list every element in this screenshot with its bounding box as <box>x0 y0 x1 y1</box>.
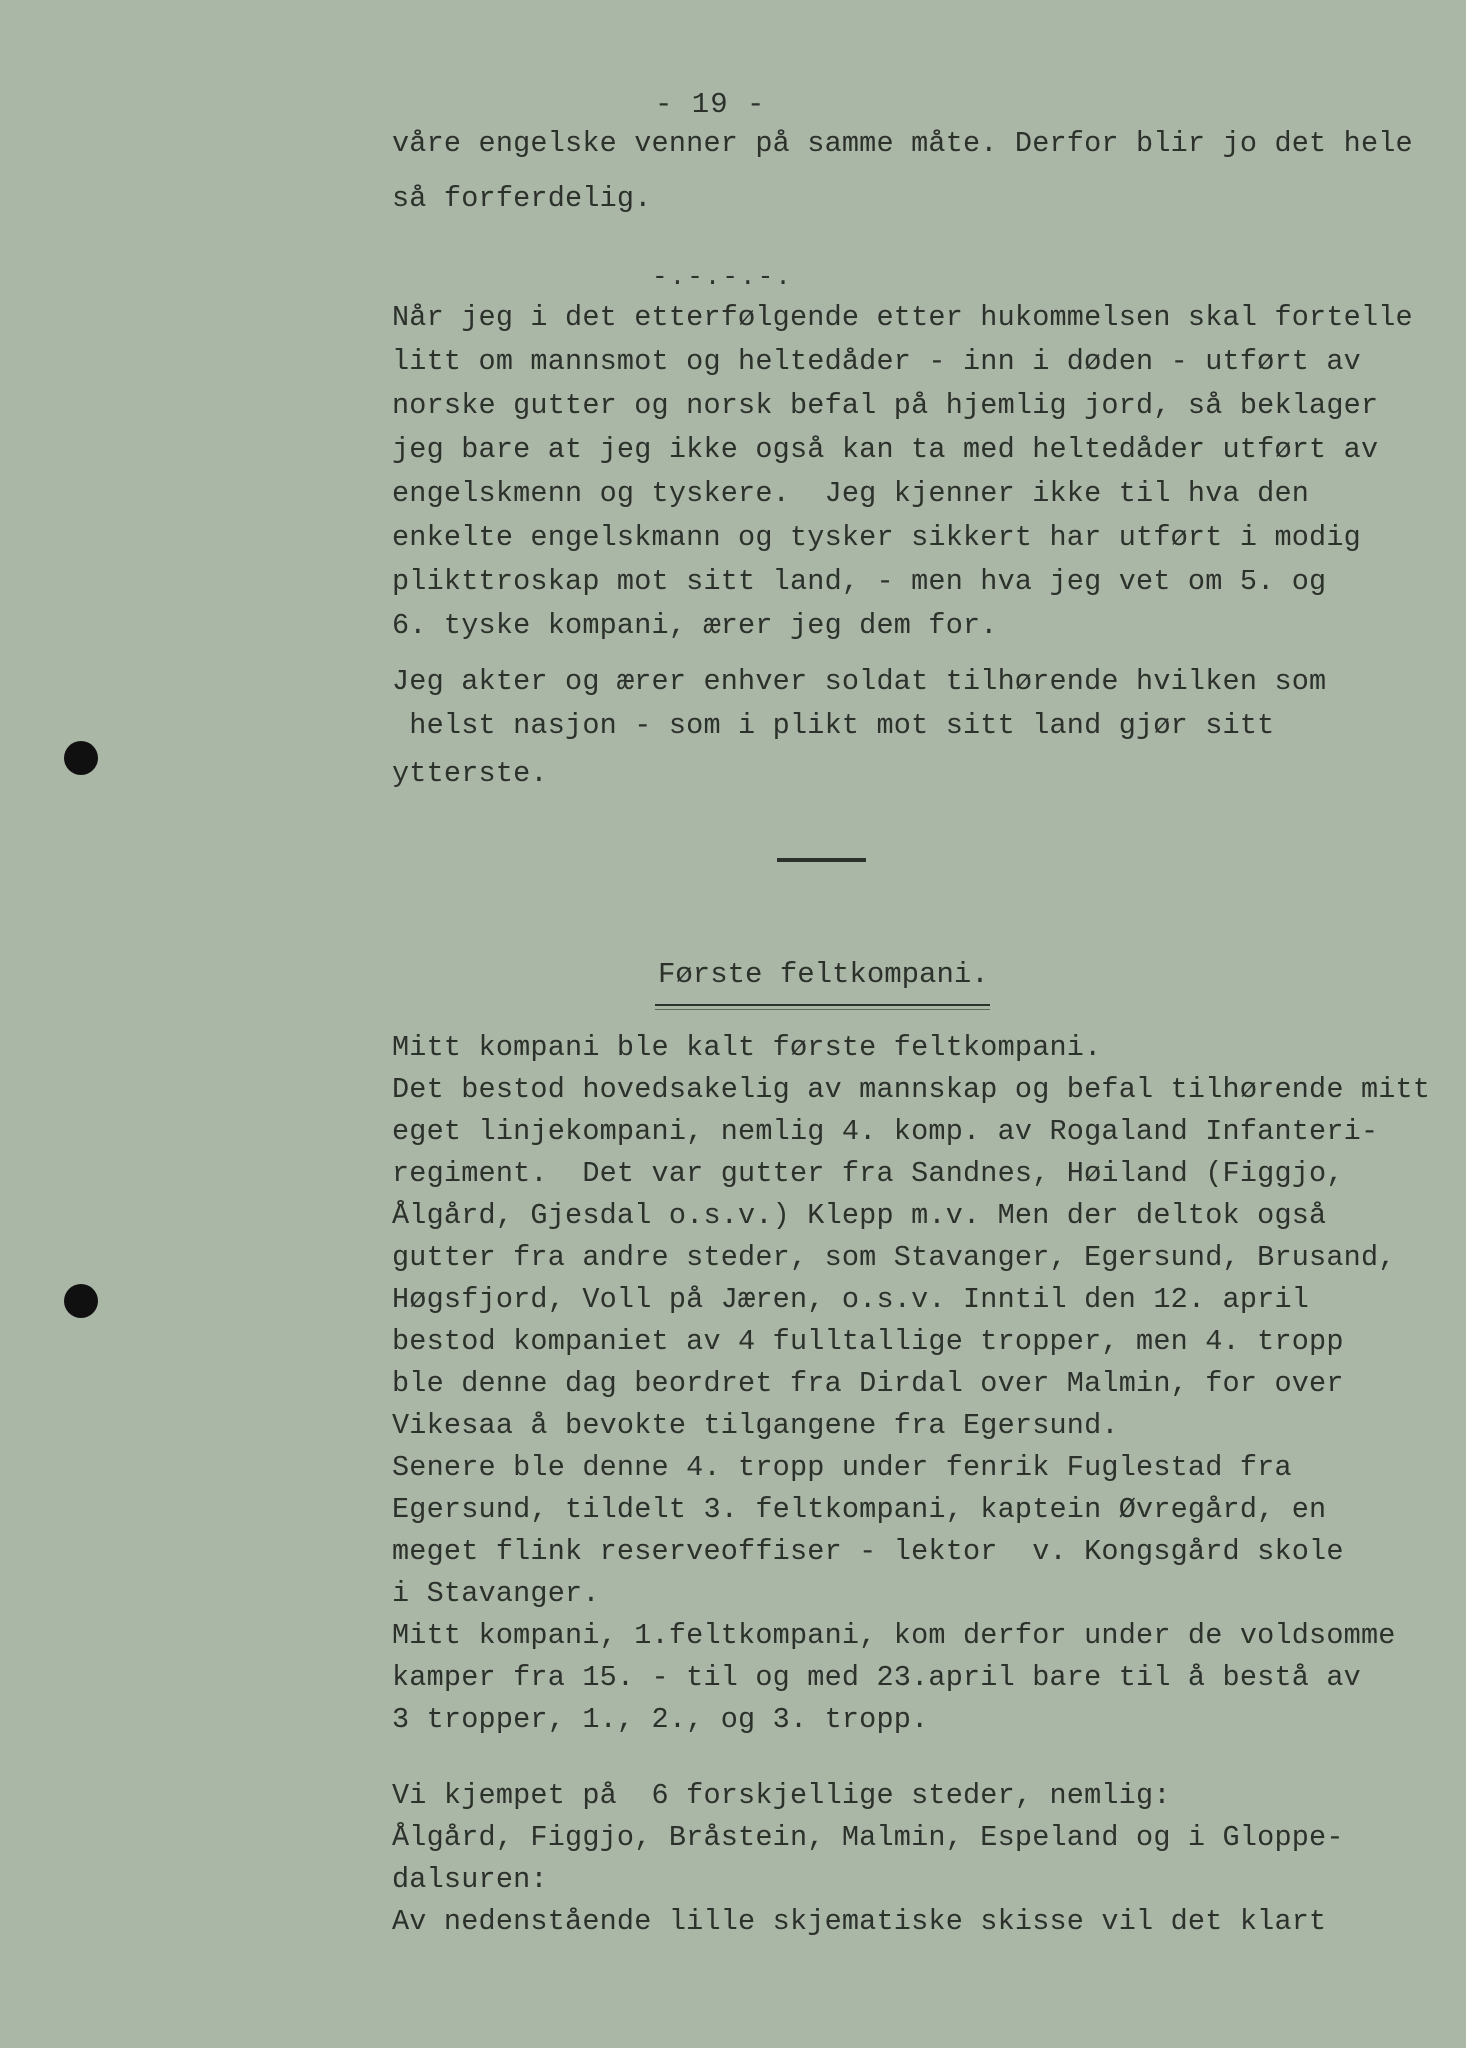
closing-line: Ålgård, Figgjo, Bråstein, Malmin, Espeland og i Gloppe- <box>392 1821 1344 1854</box>
closing-line: Vi kjempet på 6 forskjellige steder, nemlig: <box>392 1779 1171 1812</box>
section-line: Ålgård, Gjesdal o.s.v.) Klepp m.v. Men der deltok også <box>392 1199 1327 1232</box>
closing-line: Av nedenstående lille skjematiske skisse vil det klart <box>392 1905 1327 1938</box>
section-line: eget linjekompani, nemlig 4. komp. av Rogaland Infanteri- <box>392 1115 1379 1148</box>
horizontal-rule <box>777 858 866 862</box>
paragraph-line: Når jeg i det etterfølgende etter hukommelsen skal fortelle <box>392 301 1413 334</box>
page-number: - 19 - <box>655 88 766 121</box>
section-line: i Stavanger. <box>392 1577 600 1610</box>
section-line: Egersund, tildelt 3. feltkompani, kaptein Øvregård, en <box>392 1493 1327 1526</box>
section-line: Vikesaa å bevokte tilgangene fra Egersund. <box>392 1409 1119 1442</box>
heading-underline <box>655 1004 990 1006</box>
section-line: Mitt kompani ble kalt første feltkompani. <box>392 1031 1102 1064</box>
punch-hole <box>64 1284 98 1318</box>
paragraph-line: enkelte engelskmann og tysker sikkert har utført i modig <box>392 521 1361 554</box>
section-line: kamper fra 15. - til og med 23.april bare til å bestå av <box>392 1661 1361 1694</box>
section-line: Mitt kompani, 1.feltkompani, kom derfor under de voldsomme <box>392 1619 1396 1652</box>
paragraph-line: norske gutter og norsk befal på hjemlig jord, så beklager <box>392 389 1379 422</box>
section-line: Senere ble denne 4. tropp under fenrik Fuglestad fra <box>392 1451 1292 1484</box>
intro-line: så forferdelig. <box>392 182 652 215</box>
paragraph-line: litt om mannsmot og heltedåder - inn i døden - utført av <box>392 345 1361 378</box>
paragraph-line: plikttroskap mot sitt land, - men hva jeg vet om 5. og <box>392 565 1327 598</box>
section-heading: Første feltkompani. <box>658 958 989 991</box>
paragraph-line: jeg bare at jeg ikke også kan ta med heltedåder utført av <box>392 433 1379 466</box>
closing-line: dalsuren: <box>392 1863 548 1896</box>
section-line: Høgsfjord, Voll på Jæren, o.s.v. Inntil den 12. april <box>392 1283 1310 1316</box>
section-line: meget flink reserveoffiser - lektor v. Kongsgård skole <box>392 1535 1344 1568</box>
paragraph-line: engelskmenn og tyskere. Jeg kjenner ikke til hva den <box>392 477 1310 510</box>
section-line: Det bestod hovedsakelig av mannskap og befal tilhørende mitt <box>392 1073 1431 1106</box>
section-line: ble denne dag beordret fra Dirdal over Malmin, for over <box>392 1367 1344 1400</box>
paragraph-line: 6. tyske kompani, ærer jeg dem for. <box>392 609 998 642</box>
paragraph-line: helst nasjon - som i plikt mot sitt land gjør sitt <box>392 709 1275 742</box>
paragraph-line: ytterste. <box>392 757 548 790</box>
intro-line: våre engelske venner på samme måte. Derfor blir jo det hele <box>392 127 1413 160</box>
paragraph-line: Jeg akter og ærer enhver soldat tilhørende hvilken som <box>392 665 1327 698</box>
punch-hole <box>64 741 98 775</box>
section-separator: -.-.-.-. <box>652 262 793 292</box>
heading-underline <box>655 1009 990 1010</box>
section-line: gutter fra andre steder, som Stavanger, Egersund, Brusand, <box>392 1241 1396 1274</box>
section-line: bestod kompaniet av 4 fulltallige tropper, men 4. tropp <box>392 1325 1344 1358</box>
section-line: regiment. Det var gutter fra Sandnes, Høiland (Figgjo, <box>392 1157 1344 1190</box>
section-line: 3 tropper, 1., 2., og 3. tropp. <box>392 1703 929 1736</box>
